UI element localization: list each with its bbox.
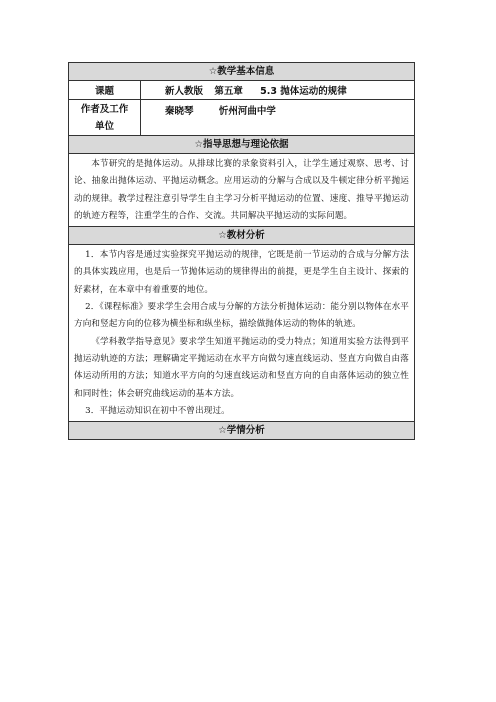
theory-paragraph: 本节研究的是抛体运动。从排球比赛的录象资料引入，让学生通过观察、思考、讨论、抽象出抛体运动、平抛运动概念。应用运动的分解与合成以及牛顿定律分析平抛运动的规律。教学过程注意引导学生自主学习分析平抛运动的位置、速度、推导平抛运动的轨迹方程等，注重学生的合作、交流。共同解决平抛运动的实际问题。 xyxy=(74,159,409,221)
materials-paragraph-4: 3．平抛运动知识在初中不曾出现过。 xyxy=(85,405,230,416)
materials-paragraph-2: 2．《课程标准》要求学生会用合成与分解的方法分析抛体运动：能分别以物体在水平方向和竖起方向的位移为横坐标和纵坐标，描绘做抛体运动的物体的轨迹。 xyxy=(74,302,409,330)
topic-row xyxy=(69,81,415,100)
materials-header-row xyxy=(69,227,415,245)
topic-label: 课题 xyxy=(69,81,141,100)
students-header-row xyxy=(69,422,415,440)
section-header-theory: ☆指导思想与理论依据 xyxy=(69,136,415,154)
theory-header-row xyxy=(69,136,415,154)
theory-body-row xyxy=(69,154,415,227)
lesson-plan-table xyxy=(68,62,415,440)
theory-text-cell xyxy=(69,154,415,227)
topic-edition: 新人教版 xyxy=(165,86,204,97)
section-header-basic-info: ☆教学基本信息 xyxy=(69,63,415,81)
author-value xyxy=(141,100,415,136)
materials-paragraph-3: 《学科教学指导意见》要求学生知道平抛运动的受力特点；知道用实验方法得到平抛运动轨迹的方法；理解确定平抛运动在水平方向做匀速直线运动、竖直方向做自由落体运动所用的方法；知道水平方向的匀速直线运动和竖直方向的自由落体运动的独立性和同时性；体会研究曲线运动的基本方法。 xyxy=(74,336,409,399)
topic-chapter: 第五章 xyxy=(214,86,243,97)
author-label xyxy=(69,100,141,136)
author-label-line-1: 作者及工作 xyxy=(80,103,129,115)
author-label-line-2: 单位 xyxy=(94,120,114,132)
materials-text-cell xyxy=(69,245,415,422)
section-header-students: ☆学情分析 xyxy=(69,422,415,440)
topic-title: 5.3 抛体运动的规律 xyxy=(260,86,347,97)
topic-value xyxy=(141,81,415,100)
author-name: 秦晓琴 xyxy=(165,106,194,117)
author-school: 忻州河曲中学 xyxy=(218,106,276,117)
section-header-materials: ☆教材分析 xyxy=(69,227,415,245)
basic-info-header-row xyxy=(69,63,415,81)
materials-paragraph-1: 1．本节内容是通过实验探究平抛运动的规律，它既是前一节运动的合成与分解方法的具体实践应用，也是后一节抛体运动的规律得出的前提，更是学生自主设计、探索的好素材，在本章中有着重要的地位。 xyxy=(74,250,409,295)
materials-body-row xyxy=(69,245,415,422)
author-row xyxy=(69,100,415,136)
